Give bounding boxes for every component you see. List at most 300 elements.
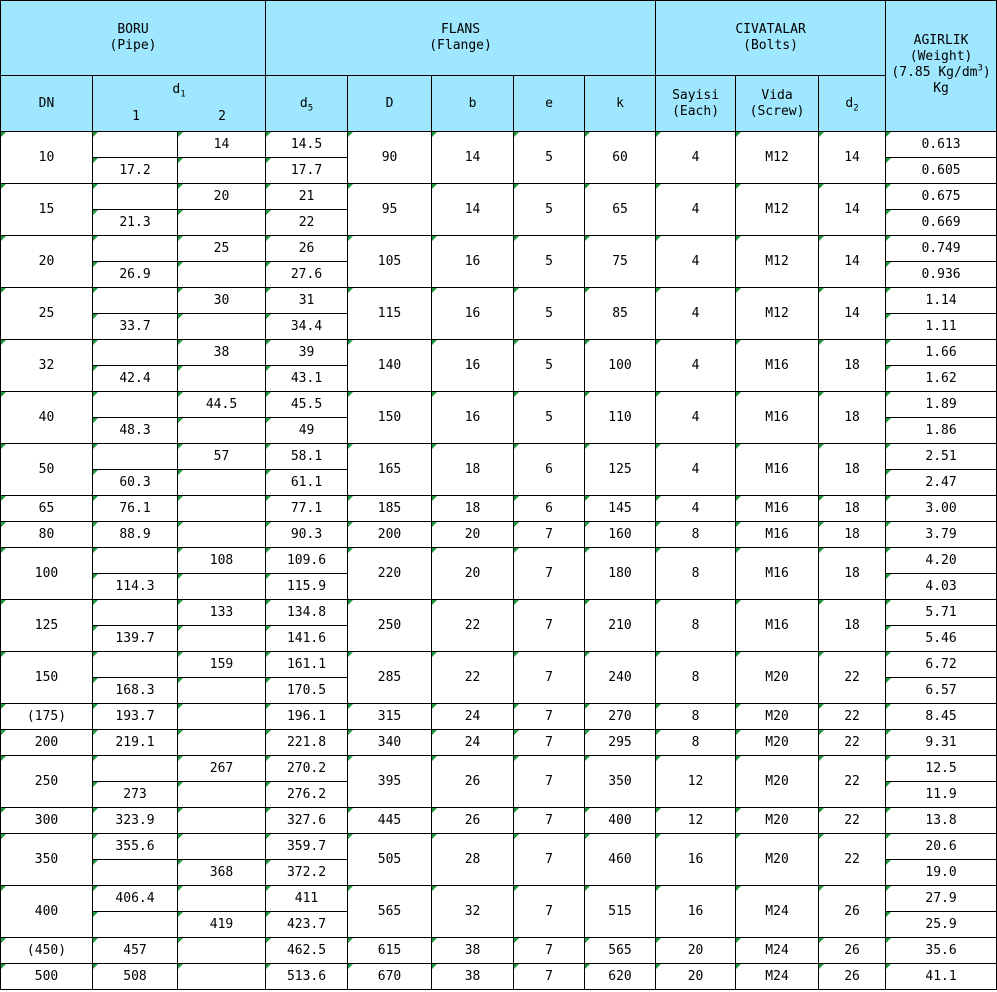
- header-flans-label: FLANS: [440, 22, 481, 37]
- cell-d1-2: [178, 262, 266, 288]
- cell-vida: M16: [736, 496, 819, 522]
- cell-D: 395: [348, 756, 432, 808]
- cell-d1-2: 133: [178, 600, 266, 626]
- cell-D: 185: [348, 496, 432, 522]
- table-row: [1, 548, 997, 574]
- cell-d2: 18: [819, 522, 886, 548]
- table-row: [1, 652, 997, 678]
- cell-weight: 1.62: [886, 366, 997, 392]
- cell-d1-1: 193.7: [93, 704, 178, 730]
- cell-d1-1: 48.3: [93, 418, 178, 444]
- cell-d5: 45.5: [266, 392, 348, 418]
- cell-d5: 115.9: [266, 574, 348, 600]
- cell-sayisi: 4: [656, 496, 736, 522]
- cell-d2: 18: [819, 600, 886, 652]
- table-row: [1, 132, 997, 158]
- cell-D: 670: [348, 964, 432, 990]
- cell-k: 295: [585, 730, 656, 756]
- header-boru-label: BORU: [117, 22, 149, 37]
- cell-weight: 35.6: [886, 938, 997, 964]
- cell-e: 7: [514, 964, 585, 990]
- cell-vida: M16: [736, 522, 819, 548]
- cell-d5: 411: [266, 886, 348, 912]
- cell-weight: 1.11: [886, 314, 997, 340]
- cell-d2: 14: [819, 132, 886, 184]
- cell-sayisi: 4: [656, 392, 736, 444]
- header-sayisi: Sayisi (Each): [656, 76, 736, 132]
- cell-d2: 18: [819, 392, 886, 444]
- cell-d1-2: 30: [178, 288, 266, 314]
- header-civatalar-en: (Bolts): [743, 38, 798, 53]
- cell-dn: 20: [1, 236, 93, 288]
- cell-d5: 77.1: [266, 496, 348, 522]
- header-agirlik: [886, 1, 997, 132]
- cell-d1-1: 219.1: [93, 730, 178, 756]
- cell-k: 240: [585, 652, 656, 704]
- cell-d1-2: 44.5: [178, 392, 266, 418]
- cell-k: 100: [585, 340, 656, 392]
- cell-vida: M16: [736, 392, 819, 444]
- table-body: [1, 132, 997, 990]
- cell-dn: 500: [1, 964, 93, 990]
- cell-d1-2: [178, 808, 266, 834]
- cell-e: 7: [514, 730, 585, 756]
- cell-weight: 0.613: [886, 132, 997, 158]
- cell-vida: M20: [736, 756, 819, 808]
- cell-d2: 22: [819, 652, 886, 704]
- cell-b: 22: [432, 652, 514, 704]
- cell-d5: 21: [266, 184, 348, 210]
- cell-b: 26: [432, 808, 514, 834]
- header-d1-col1: 1: [132, 109, 140, 124]
- cell-d5: 90.3: [266, 522, 348, 548]
- cell-vida: M20: [736, 834, 819, 886]
- cell-d2: 26: [819, 964, 886, 990]
- cell-d5: 161.1: [266, 652, 348, 678]
- cell-sayisi: 12: [656, 808, 736, 834]
- header-k: k: [585, 76, 656, 132]
- cell-dn: 15: [1, 184, 93, 236]
- cell-k: 60: [585, 132, 656, 184]
- cell-dn: (175): [1, 704, 93, 730]
- cell-d5: 109.6: [266, 548, 348, 574]
- cell-D: 565: [348, 886, 432, 938]
- cell-weight: 1.66: [886, 340, 997, 366]
- table-row: [1, 730, 997, 756]
- cell-d2: 14: [819, 236, 886, 288]
- cell-sayisi: 8: [656, 600, 736, 652]
- cell-sayisi: 8: [656, 522, 736, 548]
- cell-d5: 513.6: [266, 964, 348, 990]
- cell-d1-2: 267: [178, 756, 266, 782]
- cell-d1-1: 114.3: [93, 574, 178, 600]
- header-flans: [266, 1, 656, 76]
- cell-vida: M24: [736, 964, 819, 990]
- cell-d1-2: [178, 964, 266, 990]
- table-row: [1, 522, 997, 548]
- cell-weight: 1.86: [886, 418, 997, 444]
- cell-sayisi: 8: [656, 704, 736, 730]
- cell-k: 85: [585, 288, 656, 340]
- cell-vida: M20: [736, 730, 819, 756]
- cell-d1-2: [178, 366, 266, 392]
- cell-k: 620: [585, 964, 656, 990]
- cell-d5: 372.2: [266, 860, 348, 886]
- cell-weight: 4.20: [886, 548, 997, 574]
- cell-vida: M12: [736, 288, 819, 340]
- cell-d1-2: [178, 730, 266, 756]
- cell-d1-2: 368: [178, 860, 266, 886]
- cell-d5: 170.5: [266, 678, 348, 704]
- table-row: [1, 184, 997, 210]
- cell-d2: 22: [819, 834, 886, 886]
- cell-weight: 2.51: [886, 444, 997, 470]
- cell-dn: 25: [1, 288, 93, 340]
- cell-dn: 32: [1, 340, 93, 392]
- cell-d1-1: [93, 184, 178, 210]
- cell-k: 65: [585, 184, 656, 236]
- cell-d1-2: [178, 210, 266, 236]
- cell-d1-1: [93, 912, 178, 938]
- cell-k: 210: [585, 600, 656, 652]
- cell-b: 16: [432, 236, 514, 288]
- cell-weight: 0.605: [886, 158, 997, 184]
- cell-d2: 14: [819, 184, 886, 236]
- cell-dn: 125: [1, 600, 93, 652]
- cell-D: 150: [348, 392, 432, 444]
- cell-d1-1: 42.4: [93, 366, 178, 392]
- cell-weight: 0.749: [886, 236, 997, 262]
- cell-k: 145: [585, 496, 656, 522]
- cell-b: 38: [432, 964, 514, 990]
- header-agirlik-unit: Kg: [933, 81, 949, 96]
- cell-b: 14: [432, 184, 514, 236]
- cell-D: 165: [348, 444, 432, 496]
- cell-D: 250: [348, 600, 432, 652]
- cell-weight: 3.00: [886, 496, 997, 522]
- cell-d1-2: 38: [178, 340, 266, 366]
- table-row: [1, 704, 997, 730]
- header-boru-en: (Pipe): [109, 38, 157, 53]
- cell-D: 340: [348, 730, 432, 756]
- cell-sayisi: 4: [656, 184, 736, 236]
- header-d1: [93, 76, 266, 132]
- cell-D: 105: [348, 236, 432, 288]
- cell-d2: 22: [819, 756, 886, 808]
- cell-e: 7: [514, 808, 585, 834]
- cell-d1-1: 33.7: [93, 314, 178, 340]
- cell-d5: 17.7: [266, 158, 348, 184]
- cell-d1-2: 14: [178, 132, 266, 158]
- cell-e: 5: [514, 288, 585, 340]
- cell-e: 5: [514, 392, 585, 444]
- cell-k: 460: [585, 834, 656, 886]
- cell-d1-2: [178, 704, 266, 730]
- cell-vida: M20: [736, 704, 819, 730]
- cell-d1-1: 60.3: [93, 470, 178, 496]
- cell-weight: 5.46: [886, 626, 997, 652]
- cell-e: 5: [514, 184, 585, 236]
- cell-vida: M16: [736, 600, 819, 652]
- cell-d5: 327.6: [266, 808, 348, 834]
- cell-b: 20: [432, 548, 514, 600]
- cell-dn: 65: [1, 496, 93, 522]
- cell-sayisi: 4: [656, 340, 736, 392]
- cell-d1-1: 17.2: [93, 158, 178, 184]
- cell-b: 24: [432, 730, 514, 756]
- cell-b: 18: [432, 444, 514, 496]
- cell-d5: 27.6: [266, 262, 348, 288]
- cell-weight: 11.9: [886, 782, 997, 808]
- cell-d1-1: [93, 756, 178, 782]
- cell-d1-1: 26.9: [93, 262, 178, 288]
- header-agirlik-label: AGIRLIK: [913, 33, 969, 48]
- cell-d1-2: [178, 158, 266, 184]
- cell-k: 515: [585, 886, 656, 938]
- cell-d1-2: [178, 886, 266, 912]
- cell-b: 26: [432, 756, 514, 808]
- cell-d5: 58.1: [266, 444, 348, 470]
- cell-D: 200: [348, 522, 432, 548]
- cell-sayisi: 8: [656, 730, 736, 756]
- cell-sayisi: 16: [656, 886, 736, 938]
- header-agirlik-density: (7.85 $Kg/dm^3$): [891, 63, 991, 80]
- cell-d1-1: [93, 652, 178, 678]
- cell-k: 110: [585, 392, 656, 444]
- cell-weight: 4.03: [886, 574, 997, 600]
- cell-b: 16: [432, 340, 514, 392]
- table-row: [1, 288, 997, 314]
- cell-d5: 34.4: [266, 314, 348, 340]
- cell-d1-2: 25: [178, 236, 266, 262]
- cell-d5: 49: [266, 418, 348, 444]
- cell-b: 14: [432, 132, 514, 184]
- cell-k: 270: [585, 704, 656, 730]
- cell-d1-1: [93, 548, 178, 574]
- cell-d2: 18: [819, 340, 886, 392]
- cell-vida: M16: [736, 548, 819, 600]
- cell-e: 7: [514, 886, 585, 938]
- cell-dn: 40: [1, 392, 93, 444]
- cell-d1-2: [178, 782, 266, 808]
- cell-d1-1: 508: [93, 964, 178, 990]
- cell-sayisi: 20: [656, 964, 736, 990]
- cell-weight: 0.675: [886, 184, 997, 210]
- cell-vida: M12: [736, 184, 819, 236]
- cell-e: 7: [514, 834, 585, 886]
- cell-d1-1: [93, 444, 178, 470]
- cell-vida: M12: [736, 132, 819, 184]
- cell-d2: 22: [819, 730, 886, 756]
- cell-d1-1: [93, 860, 178, 886]
- cell-e: 6: [514, 444, 585, 496]
- cell-D: 315: [348, 704, 432, 730]
- table-row: [1, 236, 997, 262]
- cell-dn: 250: [1, 756, 93, 808]
- cell-e: 7: [514, 600, 585, 652]
- cell-d2: 26: [819, 886, 886, 938]
- cell-dn: 100: [1, 548, 93, 600]
- cell-b: 20: [432, 522, 514, 548]
- cell-d5: 196.1: [266, 704, 348, 730]
- cell-d1-1: 323.9: [93, 808, 178, 834]
- cell-b: 24: [432, 704, 514, 730]
- cell-d1-1: 273: [93, 782, 178, 808]
- cell-dn: 400: [1, 886, 93, 938]
- cell-dn: 350: [1, 834, 93, 886]
- cell-d1-2: [178, 496, 266, 522]
- cell-weight: 0.936: [886, 262, 997, 288]
- cell-weight: 5.71: [886, 600, 997, 626]
- cell-sayisi: 8: [656, 548, 736, 600]
- header-e: e: [514, 76, 585, 132]
- header-civatalar: [656, 1, 886, 76]
- cell-sayisi: 20: [656, 938, 736, 964]
- cell-D: 285: [348, 652, 432, 704]
- cell-d1-1: [93, 132, 178, 158]
- table-row: [1, 964, 997, 990]
- cell-d5: 276.2: [266, 782, 348, 808]
- cell-d1-2: [178, 470, 266, 496]
- header-agirlik-en: (Weight): [909, 49, 973, 64]
- cell-d1-2: 419: [178, 912, 266, 938]
- cell-d1-2: 159: [178, 652, 266, 678]
- cell-b: 22: [432, 600, 514, 652]
- cell-d1-2: [178, 834, 266, 860]
- header-D: D: [348, 76, 432, 132]
- cell-sayisi: 12: [656, 756, 736, 808]
- cell-e: 5: [514, 132, 585, 184]
- header-d1-col2: 2: [218, 109, 226, 124]
- cell-vida: M16: [736, 444, 819, 496]
- cell-d1-1: 355.6: [93, 834, 178, 860]
- cell-d1-1: 88.9: [93, 522, 178, 548]
- header-flans-en: (Flange): [429, 38, 492, 53]
- cell-dn: 150: [1, 652, 93, 704]
- cell-d1-2: 108: [178, 548, 266, 574]
- cell-e: 5: [514, 340, 585, 392]
- cell-d1-1: [93, 288, 178, 314]
- cell-e: 7: [514, 522, 585, 548]
- cell-d1-2: [178, 938, 266, 964]
- cell-d1-1: [93, 392, 178, 418]
- cell-d1-1: 76.1: [93, 496, 178, 522]
- header-d5: $d_5$: [266, 76, 348, 132]
- cell-e: 7: [514, 548, 585, 600]
- cell-sayisi: 4: [656, 444, 736, 496]
- cell-d1-1: 406.4: [93, 886, 178, 912]
- header-dn: DN: [1, 76, 93, 132]
- table-row: [1, 392, 997, 418]
- cell-d2: 22: [819, 704, 886, 730]
- cell-dn: (450): [1, 938, 93, 964]
- cell-d1-1: [93, 600, 178, 626]
- cell-dn: 80: [1, 522, 93, 548]
- cell-weight: 6.72: [886, 652, 997, 678]
- cell-d1-2: [178, 574, 266, 600]
- cell-b: 18: [432, 496, 514, 522]
- cell-d5: 134.8: [266, 600, 348, 626]
- cell-dn: 200: [1, 730, 93, 756]
- cell-weight: 12.5: [886, 756, 997, 782]
- cell-k: 350: [585, 756, 656, 808]
- cell-d5: 221.8: [266, 730, 348, 756]
- cell-weight: 6.57: [886, 678, 997, 704]
- cell-d1-1: [93, 340, 178, 366]
- cell-d1-2: 57: [178, 444, 266, 470]
- cell-d5: 26: [266, 236, 348, 262]
- cell-weight: 19.0: [886, 860, 997, 886]
- cell-dn: 10: [1, 132, 93, 184]
- cell-D: 445: [348, 808, 432, 834]
- cell-vida: M24: [736, 886, 819, 938]
- cell-sayisi: 4: [656, 132, 736, 184]
- cell-weight: 0.669: [886, 210, 997, 236]
- cell-d1-1: [93, 236, 178, 262]
- cell-k: 180: [585, 548, 656, 600]
- cell-b: 28: [432, 834, 514, 886]
- table-row: [1, 600, 997, 626]
- cell-vida: M16: [736, 340, 819, 392]
- cell-d1-2: [178, 314, 266, 340]
- cell-d5: 31: [266, 288, 348, 314]
- cell-d5: 61.1: [266, 470, 348, 496]
- header-vida: Vida (Screw): [736, 76, 819, 132]
- cell-b: 38: [432, 938, 514, 964]
- table-row: [1, 756, 997, 782]
- cell-d1-1: 139.7: [93, 626, 178, 652]
- cell-D: 505: [348, 834, 432, 886]
- cell-d5: 462.5: [266, 938, 348, 964]
- table-row: [1, 834, 997, 860]
- cell-e: 5: [514, 236, 585, 288]
- table-row: [1, 886, 997, 912]
- cell-weight: 20.6: [886, 834, 997, 860]
- cell-d2: 14: [819, 288, 886, 340]
- cell-d2: 18: [819, 444, 886, 496]
- cell-d2: 22: [819, 808, 886, 834]
- table-row: [1, 938, 997, 964]
- cell-k: 160: [585, 522, 656, 548]
- cell-sayisi: 16: [656, 834, 736, 886]
- cell-vida: M12: [736, 236, 819, 288]
- cell-weight: 2.47: [886, 470, 997, 496]
- cell-k: 75: [585, 236, 656, 288]
- cell-d1-1: 457: [93, 938, 178, 964]
- cell-weight: 1.14: [886, 288, 997, 314]
- cell-weight: 3.79: [886, 522, 997, 548]
- cell-b: 32: [432, 886, 514, 938]
- cell-d5: 359.7: [266, 834, 348, 860]
- cell-D: 140: [348, 340, 432, 392]
- cell-e: 7: [514, 652, 585, 704]
- table-row: [1, 808, 997, 834]
- cell-vida: M24: [736, 938, 819, 964]
- header-civatalar-label: CIVATALAR: [735, 22, 806, 37]
- cell-d5: 14.5: [266, 132, 348, 158]
- cell-weight: 13.8: [886, 808, 997, 834]
- cell-weight: 41.1: [886, 964, 997, 990]
- cell-D: 615: [348, 938, 432, 964]
- cell-weight: 27.9: [886, 886, 997, 912]
- table-row: [1, 340, 997, 366]
- cell-d5: 270.2: [266, 756, 348, 782]
- cell-d1-1: 168.3: [93, 678, 178, 704]
- cell-sayisi: 4: [656, 288, 736, 340]
- cell-b: 16: [432, 288, 514, 340]
- cell-k: 400: [585, 808, 656, 834]
- cell-D: 95: [348, 184, 432, 236]
